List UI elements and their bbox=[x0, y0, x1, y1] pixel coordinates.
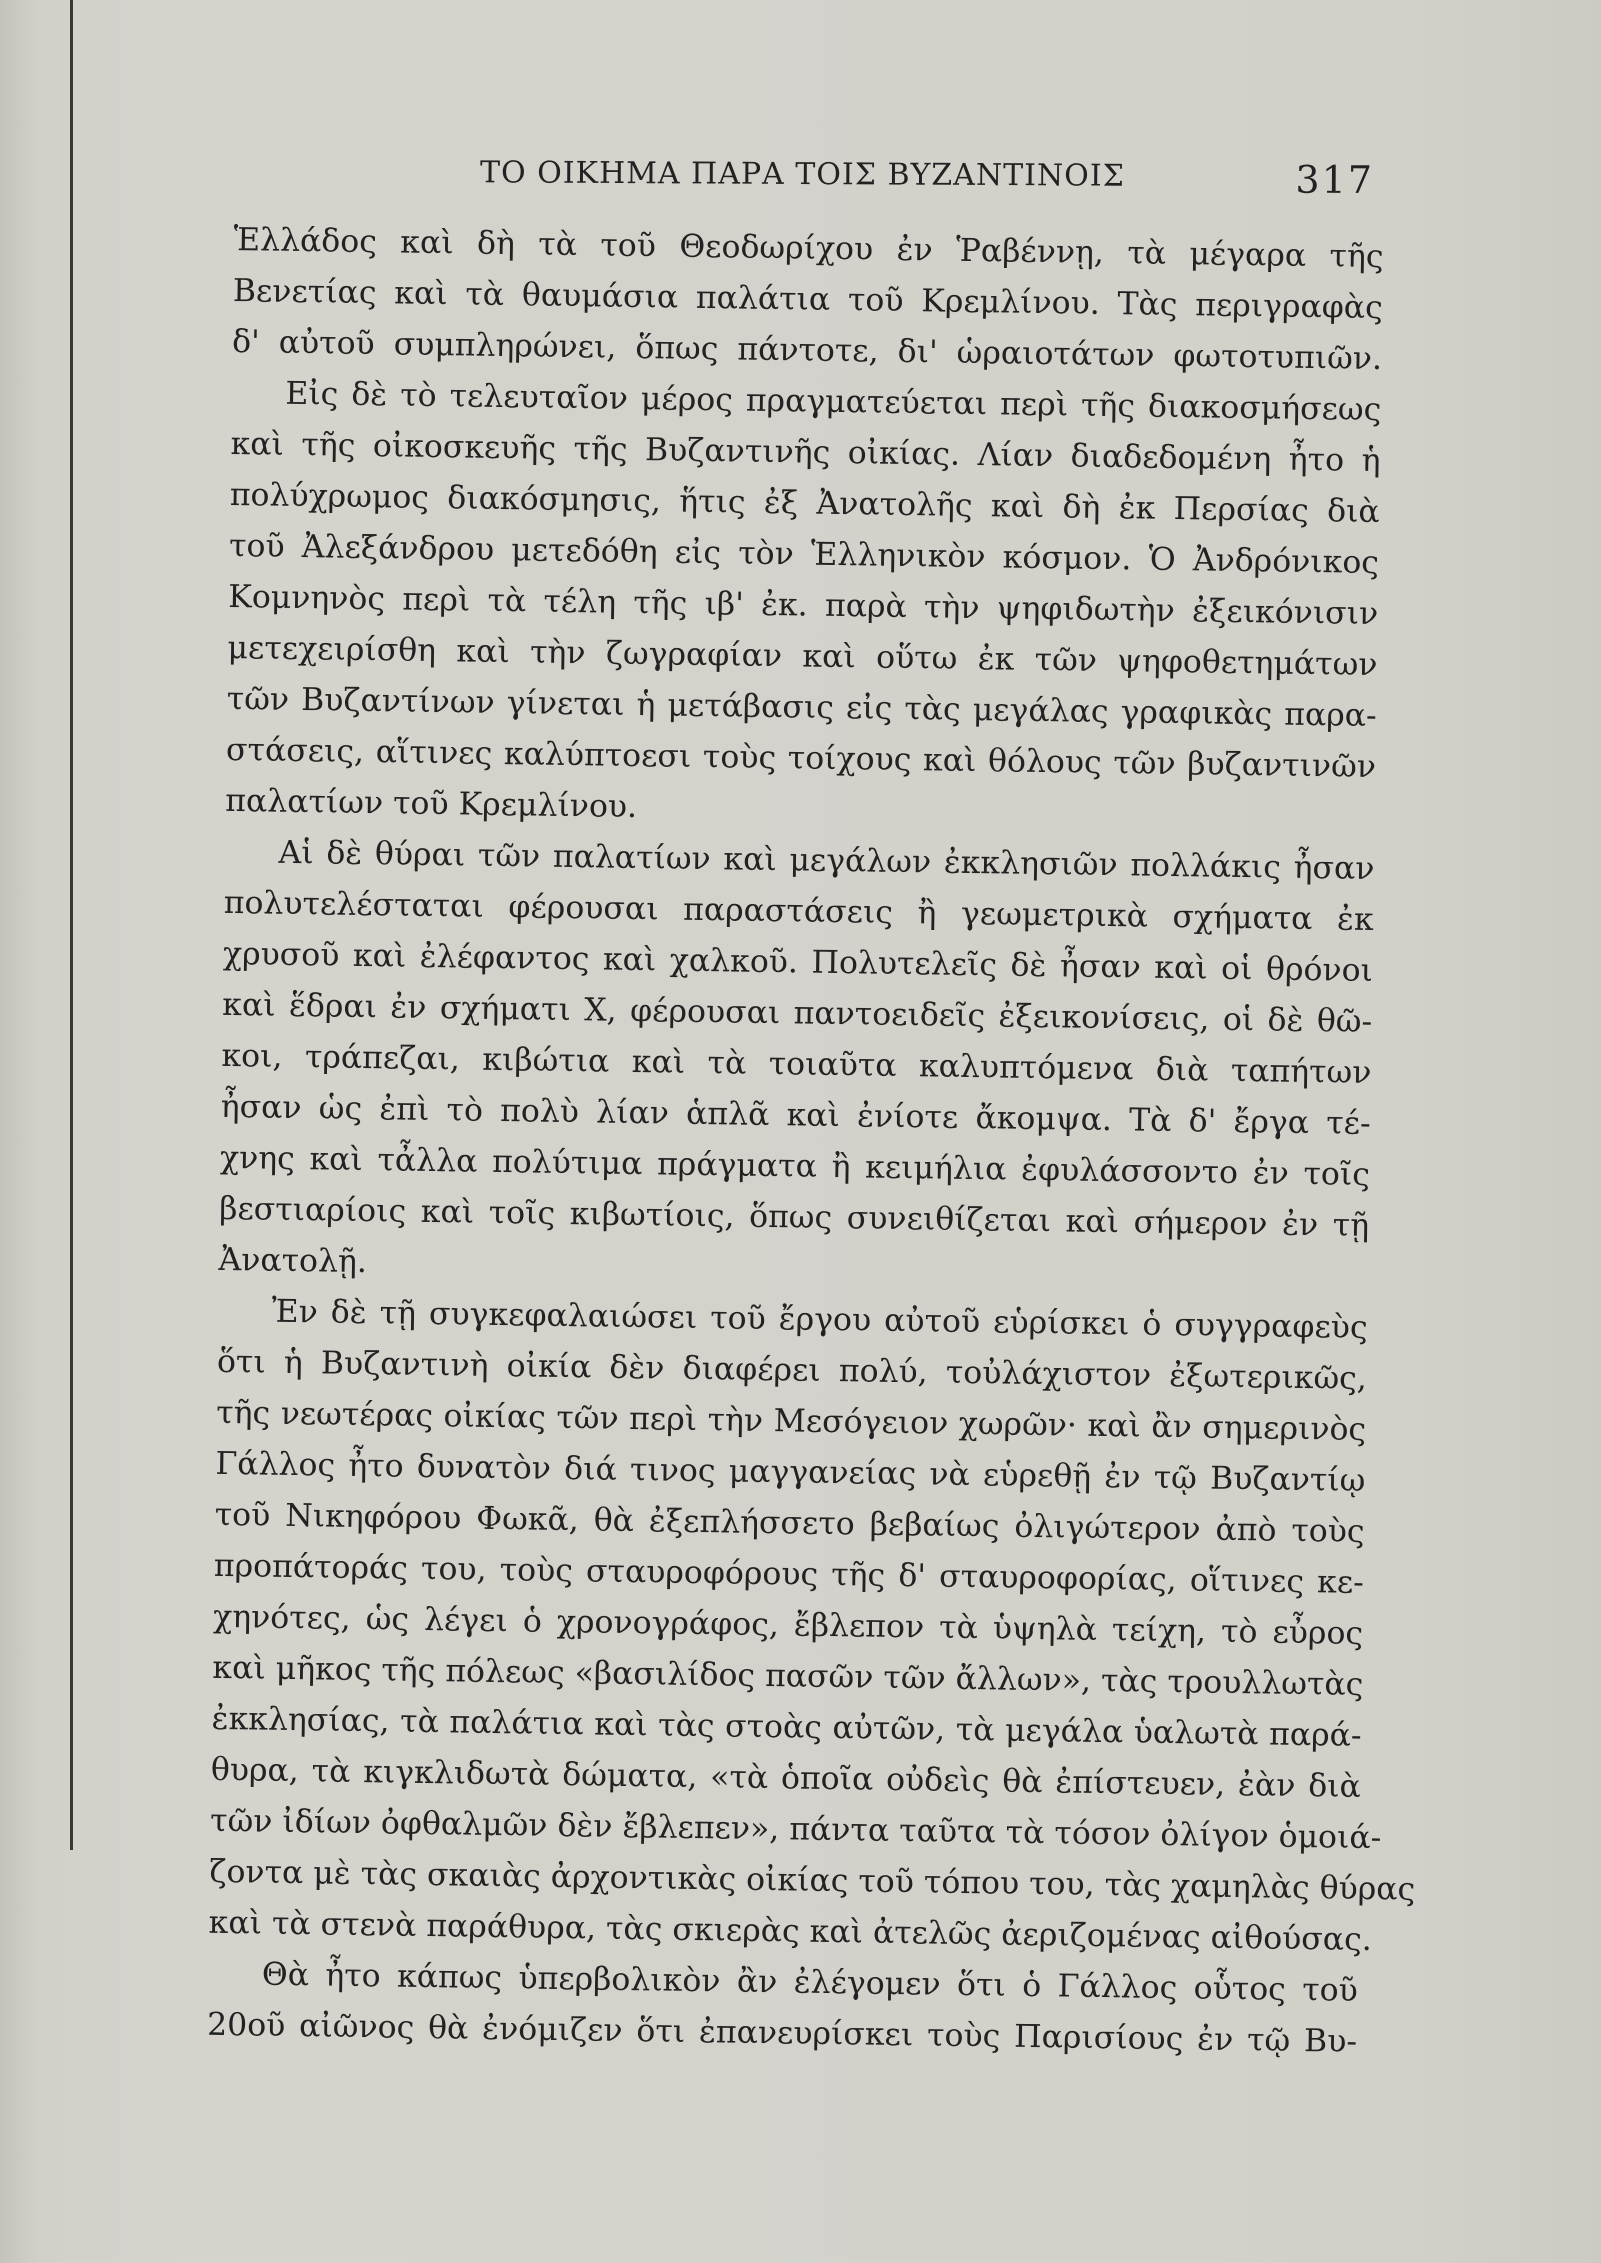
text-line: χρυσοῦ καὶ ἐλέφαντος καὶ χαλκοῦ. Πολυτελεῖς δὲ ἦσαν καὶ οἱ θρόνοι bbox=[222, 935, 1374, 989]
text-line: κοι, τράπεζαι, κιβώτια καὶ τὰ τοιαῦτα καλυπτόμενα διὰ ταπήτων bbox=[221, 1037, 1372, 1091]
text-line: 20οῦ αἰῶνος θὰ ἐνόμιζεν ὅτι ἐπανευρίσκει τοὺς Παρισίους ἐν τῷ Βυ- bbox=[206, 2006, 1358, 2060]
text-line: τῆς νεωτέρας οἰκίας τῶν περὶ τὴν Μεσόγειον χωρῶν· καὶ ἂν σημερινὸς bbox=[215, 1394, 1367, 1448]
text-line: καὶ μῆκος τῆς πόλεως «βασιλίδος πασῶν τῶν ἄλλων», τὰς τρουλλωτὰς bbox=[212, 1649, 1364, 1703]
text-line: πολύχρωμος διακόσμησις, ἥτις ἐξ Ἀνατολῆς καὶ δὴ ἐκ Περσίας διὰ bbox=[229, 476, 1380, 531]
page-number: 317 bbox=[1295, 157, 1375, 202]
text-line: μετεχειρίσθη καὶ τὴν ζωγραφίαν καὶ οὕτω ἐκ τῶν ψηφοθετημάτων bbox=[227, 629, 1378, 684]
text-line: Γάλλος ἦτο δυνατὸν διά τινος μαγγανείας νὰ εὑρεθῇ ἐν τῷ Βυζαντίῳ bbox=[215, 1445, 1366, 1499]
page-header bbox=[230, 150, 1380, 206]
text-line: θυρα, τὰ κιγκλιδωτὰ δώματα, «τὰ ὁποῖα οὐδεὶς θὰ ἐπίστευεν, ἐὰν διὰ bbox=[210, 1751, 1362, 1805]
text-line: πολυτελέσταται φέρουσαι παραστάσεις ἢ γεωμετρικὰ σχήματα ἐκ bbox=[223, 884, 1374, 938]
body-text bbox=[206, 215, 1416, 2068]
text-line: καὶ ἕδραι ἐν σχήματι Χ, φέρουσαι παντοειδεῖς ἐξεικονίσεις, οἱ δὲ θῶ- bbox=[222, 986, 1373, 1040]
text-line: χνης καὶ τἆλλα πολύτιμα πράγματα ἢ κειμήλια ἐφυλάσσοντο ἐν τοῖς bbox=[219, 1139, 1371, 1193]
text-line: ζοντα μὲ τὰς σκαιὰς ἀρχοντικὰς οἰκίας τοῦ τόπου του, τὰς χαμηλὰς θύρας bbox=[209, 1853, 1416, 1908]
text-line: Ἑλλάδος καὶ δὴ τὰ τοῦ Θεοδωρίχου ἐν Ῥαβέννῃ, τὰ μέγαρα τῆς bbox=[233, 221, 1384, 276]
paragraph-start-line: Θὰ ἦτο κάπως ὑπερβολικὸν ἂν ἐλέγομεν ὅτι ὁ Γάλλος οὗτος τοῦ bbox=[261, 1956, 1359, 2009]
running-head: ΤΟ ΟΙΚΗΜΑ ΠΑΡΑ ΤΟΙΣ ΒΥΖΑΝΤΙΝΟΙΣ bbox=[479, 155, 1125, 194]
text-line: στάσεις, αἵτινες καλύπτοεσι τοὺς τοίχους καὶ θόλους τῶν βυζαντινῶν bbox=[225, 731, 1377, 785]
binding-gutter-line bbox=[70, 0, 73, 1850]
paragraph-start-line: Ἐν δὲ τῇ συγκεφαλαιώσει τοῦ ἔργου αὐτοῦ εὑρίσκει ὁ συγγραφεὺς bbox=[271, 1293, 1368, 1346]
paragraph-start-line: Αἱ δὲ θύραι τῶν παλατίων καὶ μεγάλων ἐκκλησιῶν πολλάκις ἦσαν bbox=[278, 834, 1375, 887]
paragraph-end-line: παλατίων τοῦ Κρεμλίνου. bbox=[225, 782, 638, 826]
text-line: βεστιαρίοις καὶ τοῖς κιβωτίοις, ὅπως συνειθίζεται καὶ σήμερον ἐν τῇ bbox=[218, 1190, 1370, 1244]
paragraph-end-line: Ἀνατολῇ. bbox=[218, 1241, 368, 1281]
text-line: τῶν Βυζαντίνων γίνεται ἡ μετάβασις εἰς τὰς μεγάλας γραφικὰς παρα- bbox=[226, 680, 1377, 735]
paragraph-end-line: καὶ τὰ στενὰ παράθυρα, τὰς σκιερὰς καὶ ἀτελῶς ἀεριζομένας αἰθούσας. bbox=[208, 1904, 1373, 1959]
text-line: ὅτι ἡ Βυζαντινὴ οἰκία δὲν διαφέρει πολύ, τοὐλάχιστον ἐξωτερικῶς, bbox=[216, 1343, 1368, 1397]
text-line: τῶν ἰδίων ὀφθαλμῶν δὲν ἔβλεπεν», πάντα ταῦτα τὰ τόσον ὀλίγον ὁμοιά- bbox=[209, 1802, 1382, 1857]
text-line: ἦσαν ὡς ἐπὶ τὸ πολὺ λίαν ἁπλᾶ καὶ ἐνίοτε ἄκομψα. Τὰ δ' ἔργα τέ- bbox=[220, 1088, 1371, 1142]
text-line: Βενετίας καὶ τὰ θαυμάσια παλάτια τοῦ Κρεμλίνου. Τὰς περιγραφὰς bbox=[232, 272, 1384, 327]
text-line: ἐκκλησίας, τὰ παλάτια καὶ τὰς στοὰς αὐτῶν, τὰ μεγάλα ὑαλωτὰ παρά- bbox=[211, 1700, 1362, 1754]
paragraph-start-line: Εἰς δὲ τὸ τελευταῖον μέρος πραγματεύεται περὶ τῆς διακοσμήσεως bbox=[285, 375, 1382, 429]
text-line: χηνότες, ὡς λέγει ὁ χρονογράφος, ἔβλεπον τὰ ὑψηλὰ τείχη, τὸ εὖρος bbox=[212, 1598, 1364, 1652]
text-line: προπάτοράς του, τοὺς σταυροφόρους τῆς δ' σταυροφορίας, οἵτινες κε- bbox=[213, 1547, 1365, 1601]
text-line: Κομνηνὸς περὶ τὰ τέλη τῆς ιβ' ἐκ. παρὰ τὴν ψηφιδωτὴν ἐξεικόνισιν bbox=[228, 578, 1379, 633]
text-line: τοῦ Ἀλεξάνδρου μετεδόθη εἰς τὸν Ἑλληνικὸν κόσμον. Ὁ Ἀνδρόνικος bbox=[228, 527, 1380, 582]
text-line: δ' αὐτοῦ συμπληρώνει, ὅπως πάντοτε, δι' ὡραιοτάτων φωτοτυπιῶν. bbox=[231, 323, 1383, 378]
text-line: τοῦ Νικηφόρου Φωκᾶ, θὰ ἐξεπλήσσετο βεβαίως ὀλιγώτερον ἀπὸ τοὺς bbox=[214, 1496, 1365, 1550]
text-line: καὶ τῆς οἰκοσκευῆς τῆς Βυζαντινῆς οἰκίας. Λίαν διαδεδομένη ἦτο ἡ bbox=[230, 425, 1381, 480]
